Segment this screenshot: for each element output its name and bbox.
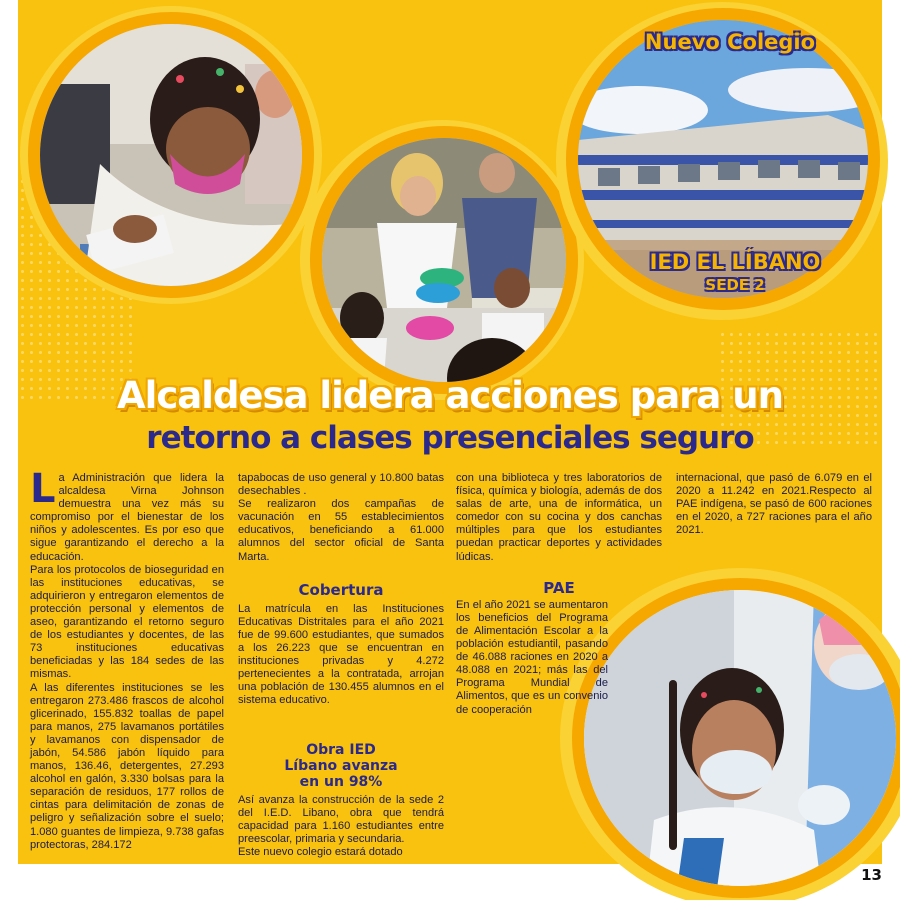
article-column-4 [676,472,872,537]
col1-paragraph-3: A las diferentes instituciones se les entregaron 273.486 frascos de alcohol glicerinado, 155.832 toallas de papel para manos, 275 lavamanos portátiles y lavamanos con dispensador de jabón, 54.586 jabón líquido para manos, 136.46, detergentes, 27.293 alcohol en galón, 3.330 bolsas para la separación de residuos, 177 rollos de cintas para delimitación de zonas de peligro y señalización sobre el suelo; 1.080 guantes de limpieza, 9.738 gafas protectoras, 284.172 [30,681,224,851]
col2-paragraph-5: Este nuevo colegio estará dotado [238,845,403,858]
cobertura-heading: Cobertura [298,580,384,599]
col4-paragraph-1: internacional, que pasó de 6.079 en el 2020 a 11.242 en 2021.Respecto al PAE indígena, se pasó de 600 raciones en el 2020, a 727 raciones para el año 2021. [676,472,872,537]
school-sede-caption: SEDE 2 [705,276,765,294]
headline-line-2: retorno a clases presenciales seguro [146,420,754,456]
girl-writing-image [40,24,314,298]
col2-paragraph-1: tapabocas de uso general y 10.800 batas desechables . [238,472,444,498]
mayor-classroom-photo [310,126,578,394]
article-column-1 [30,466,224,852]
article-column-2 [238,472,444,859]
col3-paragraph-1: con una biblioteca y tres laboratorios de física, química y biología, además de dos salas de arte, una de informática, un comedor con su cocina y dos canchas múltiples para que los estudiantes puedan practicar deportes y actividades lúdicas. [456,472,662,563]
col2-paragraph-2: Se realizaron dos campañas de vacunación en 55 establecimientos educativos, beneficiando a 61.000 alumnos del sector oficial de Santa Marta. [238,498,444,563]
col3-paragraph-2: En el año 2021 se aumentaron los beneficios del Programa de Alimentación Escolar a la población estudiantil, pasando de 46.088 raciones en 2020 a 48.088 en 2021; más las del Programa Mundial de Alimentos, que es un convenio de cooperación [456,598,608,716]
article-column-3 [456,472,662,717]
col1-paragraph-1: a Administración que lidera la alcaldesa Virna Johnson demuestra una vez más su compromiso por el bienestar de los niños y adolescentes. Es por eso que sigue garantizando el derecho a la educación. [30,472,224,563]
school-caption-top: Nuevo Colegio [644,30,816,54]
col1-paragraph-2: Para los protocolos de bioseguridad en las instituciones educativas, se adquirieron y entregaron elementos de protección personal y elementos de aseo, garantizando el retorno seguro de los estudiantes y docentes, de las 73 instituciones educativas beneficiadas y las 184 sedes de las mismas. [30,563,224,681]
pae-heading: PAE [543,578,575,597]
page-number: 13 [861,866,882,884]
headline-line-1: Alcaldesa lidera acciones para un [117,374,783,417]
col2-paragraph-3: La matrícula en las Instituciones Educativas Distritales para el año 2021 fue de 99.600 estudiantes, que sumados a los 26.223 que se encuentran en instituciones privadas y 4.272 pertenecientes a la contratada, arrojan una población de 130.455 alumnos en el sistema educativo. [238,602,444,707]
school-name-caption: IED EL LÍBANO [649,250,821,274]
girl-writing-photo [28,12,314,298]
obra-heading-2: Líbano avanza [284,757,398,774]
obra-heading-1: Obra IED [306,741,376,758]
drop-cap: L [30,466,56,512]
obra-heading-3: en un 98% [299,773,383,790]
col2-paragraph-4: Así avanza la construcción de la sede 2 del I.E.D. Libano, obra que tendrá capacidad para 1.160 estudiantes entre preescolar, primaria y secundaria. [238,793,444,845]
mayor-classroom-image [322,138,578,394]
